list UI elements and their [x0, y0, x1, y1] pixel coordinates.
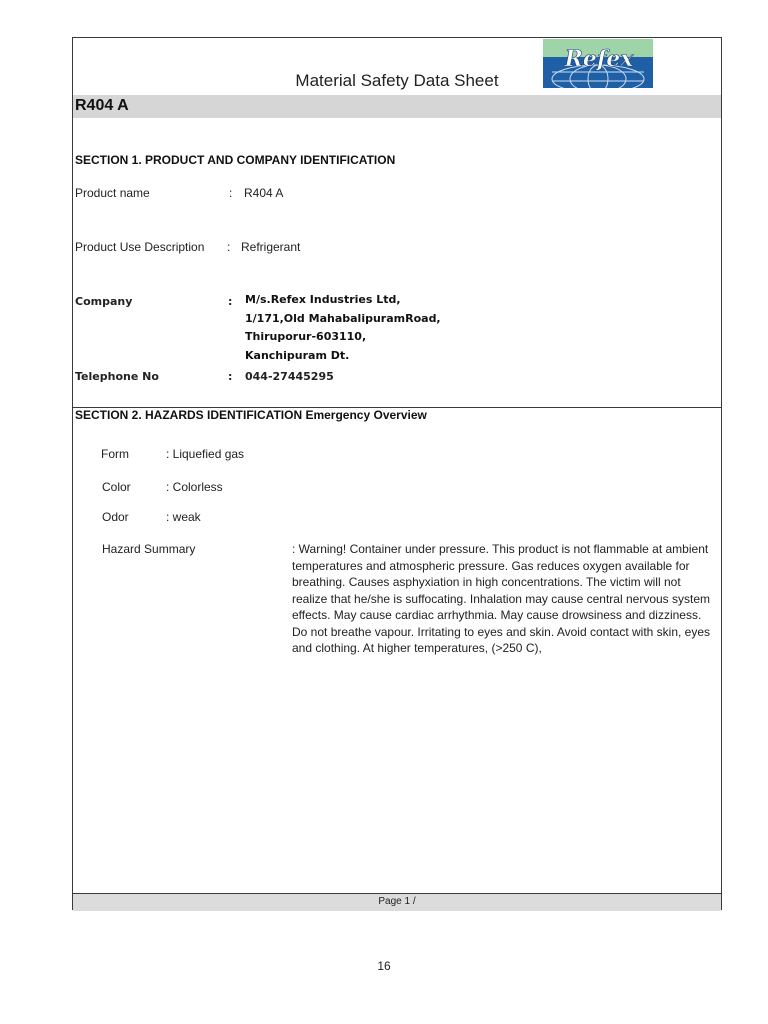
page-label: Page 1 / — [378, 896, 416, 907]
msds-page — [72, 37, 722, 910]
form-label: Form — [101, 447, 129, 461]
company-line: Thiruporur-603110, — [245, 330, 367, 343]
hazard-summary-label: Hazard Summary — [102, 542, 196, 556]
page-number: 16 — [377, 959, 391, 973]
refex-logo — [543, 39, 653, 88]
svg-text:Refex: Refex — [564, 46, 634, 72]
company-line: 1/171,Old MahabalipuramRoad, — [245, 311, 441, 325]
document-title: Material Safety Data Sheet — [295, 71, 499, 90]
odor-value: : weak — [166, 510, 201, 524]
product-use-colon: : — [227, 240, 231, 254]
color-label: Color — [102, 480, 131, 494]
telephone-colon: : — [228, 370, 233, 383]
company-line: Kanchipuram Dt. — [245, 348, 350, 362]
product-use-label: Product Use Description — [75, 240, 205, 254]
company-label: Company — [75, 295, 133, 308]
odor-label: Odor — [102, 510, 129, 524]
page-footer — [73, 893, 721, 911]
product-heading-band — [73, 95, 721, 118]
section1-heading: SECTION 1. PRODUCT AND COMPANY IDENTIFICATION — [75, 153, 396, 167]
form-value: : Liquefied gas — [166, 447, 245, 461]
color-value: : Colorless — [166, 480, 223, 494]
company-address — [245, 293, 441, 367]
product-heading: R404 A — [75, 97, 129, 114]
hazard-summary-text: : Warning! Container under pressure. This product is not flammable at ambient temperatures and atmospheric pressure. Gas reduces oxygen available for breathing. Causes asphyxiation in high concentrations. The victim will not realize that he/she is suffocating. Inhalation may cause central nervous system effects. May cause cardiac arrhythmia. May cause drowsiness and dizziness. Do not breathe vapour. Irritating to eyes and skin. Avoid contact with skin, eyes and clothing. At higher temperatures, (>250 C), — [292, 542, 711, 655]
product-name-colon: : — [229, 186, 233, 200]
product-use-value: Refrigerant — [241, 240, 301, 254]
section2-heading: SECTION 2. HAZARDS IDENTIFICATION Emergency Overview — [75, 408, 427, 422]
telephone-label: Telephone No — [75, 370, 159, 383]
telephone-value: 044-27445295 — [245, 370, 334, 383]
company-colon: : — [228, 295, 233, 308]
product-name-label: Product name — [75, 186, 150, 200]
company-line: M/s.Refex Industries Ltd, — [245, 293, 401, 306]
product-name-value: R404 A — [244, 186, 284, 200]
